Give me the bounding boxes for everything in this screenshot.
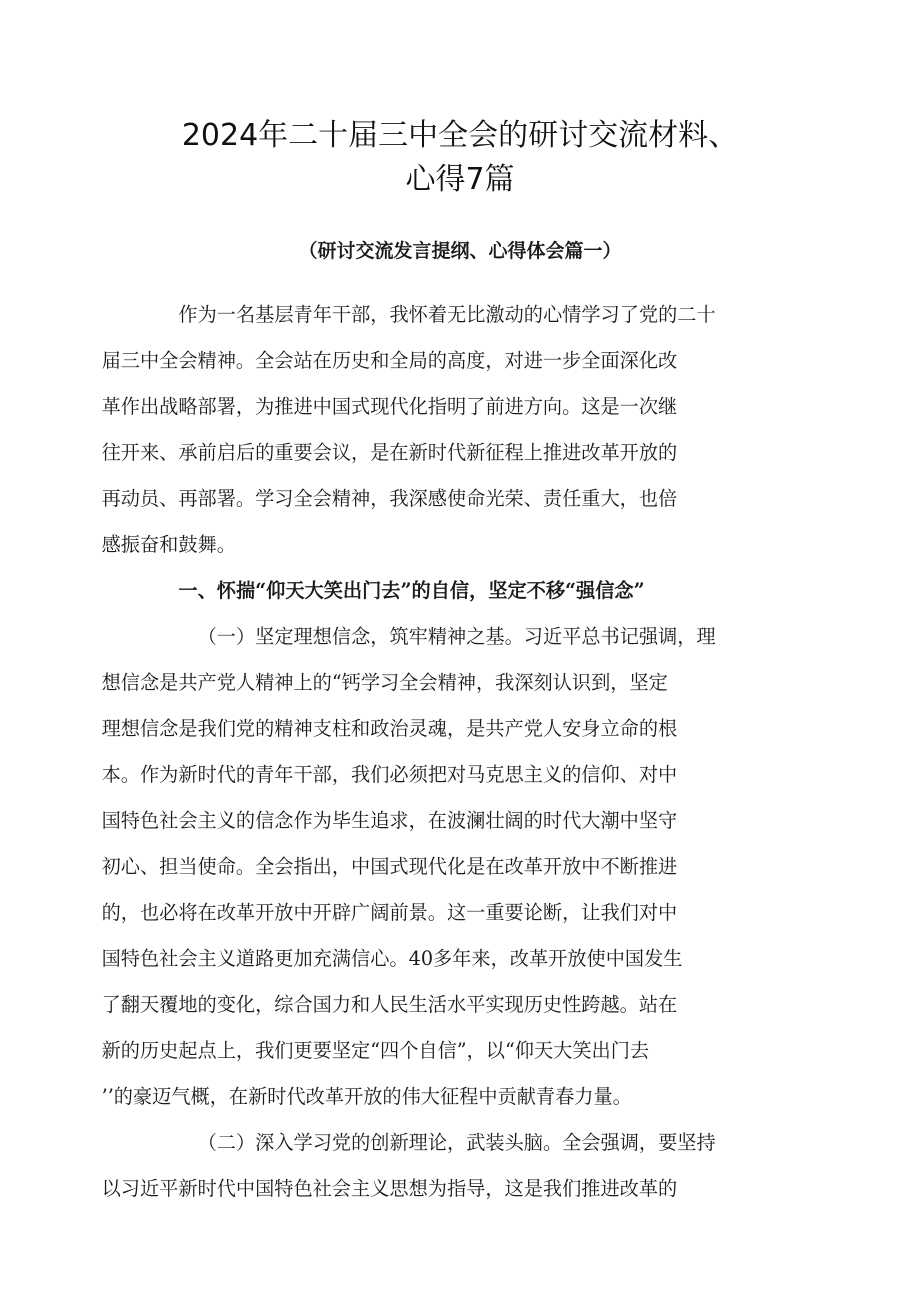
text-line: 国特色社会主义道路更加充满信心。40多年来，改革开放使中国发生	[101, 947, 683, 970]
text-line: （二）深入学习党的创新理论，武装头脑。全会强调，要坚持	[197, 1131, 716, 1154]
paragraph-section-1-2	[101, 1120, 785, 1212]
text-line: 理想信念是我们党的精神支柱和政治灵魂，是共产党人安身立命的根	[101, 717, 678, 740]
paragraph-section-1-1	[101, 614, 785, 1120]
text-line: ’’的豪迈气概，在新时代改革开放的伟大征程中贡献青春力量。	[101, 1085, 632, 1108]
text-line: 再动员、再部署。学习全会精神，我深感使命光荣、责任重大，也倍	[101, 487, 678, 510]
text-line: 本。作为新时代的青年干部，我们必须把对马克思主义的信仰、对中	[101, 763, 678, 786]
document-subtitle: （研讨交流发言提纲、心得体会篇一）	[298, 240, 622, 262]
document-title-line-2: 心得7篇	[405, 162, 515, 197]
paragraph-intro	[101, 292, 785, 568]
text-line: 的，也必将在改革开放中开辟广阔前景。这一重要论断，让我们对中	[101, 901, 678, 924]
text-line: 以习近平新时代中国特色社会主义思想为指导，这是我们推进改革的	[101, 1177, 678, 1200]
text-line: 了翻天覆地的变化，综合国力和人民生活水平实现历史性跨越。站在	[101, 993, 678, 1016]
text-line: 想信念是共产党人精神上的“钙学习全会精神，我深刻认识到，坚定	[101, 671, 668, 694]
document-title-line-1: 2024年二十届三中全会的研讨交流材料、	[181, 118, 739, 153]
document-title	[100, 114, 820, 202]
text-line: 感振奋和鼓舞。	[101, 533, 236, 556]
text-line: 届三中全会精神。全会站在历史和全局的高度，对进一步全面深化改	[101, 349, 678, 372]
text-line: 国特色社会主义的信念作为毕生追求，在波澜壮阔的时代大潮中坚守	[101, 809, 678, 832]
text-line: 往开来、承前启后的重要会议，是在新时代新征程上推进改革开放的	[101, 441, 678, 464]
text-line: 新的历史起点上，我们更要坚定“四个自信”，以“仰天大笑出门去	[101, 1039, 650, 1062]
document-body	[101, 292, 785, 1212]
text-line: （一）坚定理想信念，筑牢精神之基。习近平总书记强调，理	[197, 625, 716, 648]
text-line: 作为一名基层青年干部，我怀着无比激动的心情学习了党的二十	[178, 303, 716, 326]
text-line: 初心、担当使命。全会指出，中国式现代化是在改革开放中不断推进	[101, 855, 678, 878]
text-line: 革作出战略部署，为推进中国式现代化指明了前进方向。这是一次继	[101, 395, 678, 418]
section-heading: 一、怀揣“仰天大笑出门去”的自信，坚定不移“强信念”	[178, 579, 645, 602]
